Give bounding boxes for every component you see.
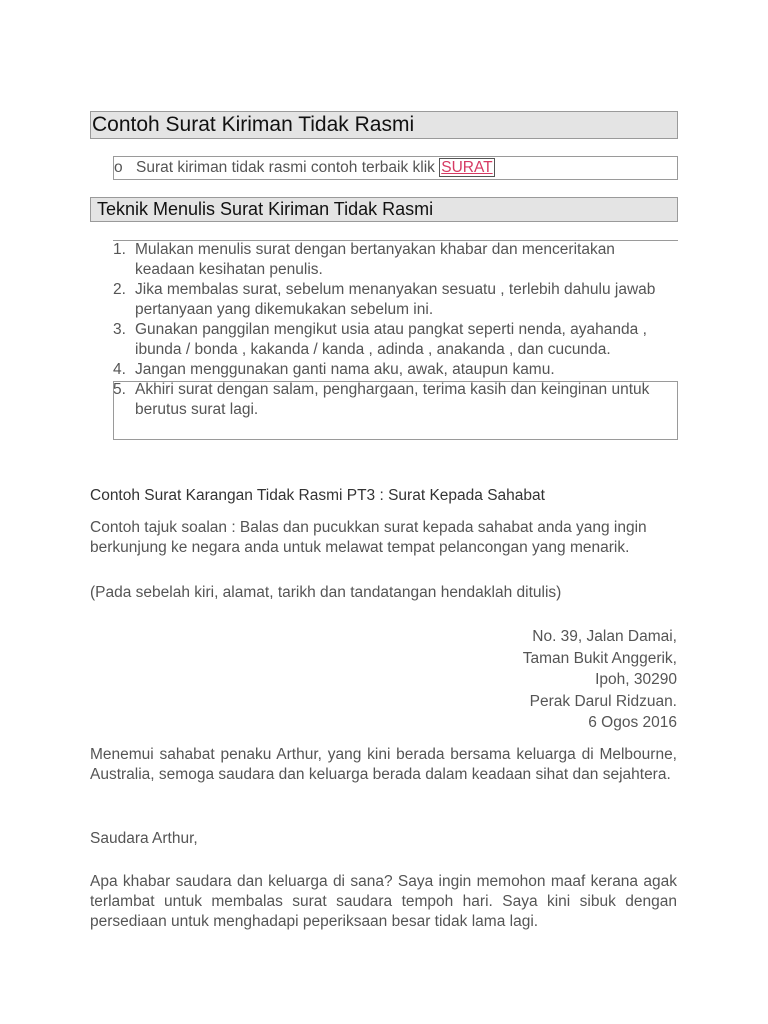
salutation: Saudara Arthur, (90, 830, 198, 847)
address-line: Perak Darul Ridzuan. (529, 692, 677, 710)
list-item-number: 1. (113, 241, 126, 258)
list-item-text: Mulakan menulis surat dengan bertanyakan khabar dan menceritakan keadaan kesihatan penulis. (135, 241, 615, 278)
list-item-number: 3. (113, 321, 126, 338)
technique-heading: Teknik Menulis Surat Kiriman Tidak Rasmi (90, 197, 678, 222)
letter-date: 6 Ogos 2016 (588, 714, 677, 731)
list-item (113, 240, 673, 280)
address-line: Ipoh, 30290 (595, 671, 677, 688)
list-item-number: 2. (113, 281, 126, 298)
body-paragraph: Apa khabar saudara dan keluarga di sana? Saya ingin memohon maaf kerana agak terlambat untuk membalas surat saudara tempoh hari. Saya kini sibuk dengan persediaan untuk menghadapi peperiksaan besar tidak lama lagi. (90, 873, 677, 930)
example-title: Contoh Surat Karangan Tidak Rasmi PT3 : Surat Kepada Sahabat (90, 487, 545, 504)
link-row (113, 156, 678, 180)
question-paragraph: Contoh tajuk soalan : Balas dan pucukkan surat kepada sahabat anda yang ingin berkunjung ke negara anda untuk melawat tempat pelancongan yang menarik. (90, 519, 647, 556)
list-item (113, 320, 673, 360)
technique-list (113, 240, 673, 420)
list-item-number: 5. (113, 381, 126, 398)
sender-address (523, 626, 677, 734)
greeting-paragraph: Menemui sahabat penaku Arthur, yang kini berada bersama keluarga di Melbourne, Australia, semoga saudara dan keluarga berada dalam keadaan sihat dan sejahtera. (90, 746, 677, 783)
list-item-text: Jika membalas surat, sebelum menanyakan sesuatu , terlebih dahulu jawab pertanyaan yang dikemukakan sebelum ini. (135, 281, 656, 318)
list-item (113, 380, 673, 420)
list-item (113, 360, 673, 380)
main-heading: Contoh Surat Kiriman Tidak Rasmi (90, 111, 678, 139)
list-item (113, 280, 673, 320)
list-item-number: 4. (113, 361, 126, 378)
list-item-text: Jangan menggunakan ganti nama aku, awak, ataupun kamu. (135, 361, 555, 378)
surat-link[interactable]: SURAT (441, 159, 493, 176)
bullet-marker: o (114, 159, 123, 176)
link-row-text: Surat kiriman tidak rasmi contoh terbaik klik (136, 159, 435, 176)
list-item-text: Gunakan panggilan mengikut usia atau pangkat seperti nenda, ayahanda , ibunda / bonda , kakanda / kanda , adinda , anakanda , dan cucunda. (135, 321, 647, 358)
list-item-text: Akhiri surat dengan salam, penghargaan, terima kasih dan keinginan untuk berutus surat lagi. (135, 381, 650, 418)
note-paragraph: (Pada sebelah kiri, alamat, tarikh dan tandatangan hendaklah ditulis) (90, 584, 562, 601)
address-line: Taman Bukit Anggerik, (522, 649, 677, 667)
address-line: No. 39, Jalan Damai, (532, 628, 677, 645)
